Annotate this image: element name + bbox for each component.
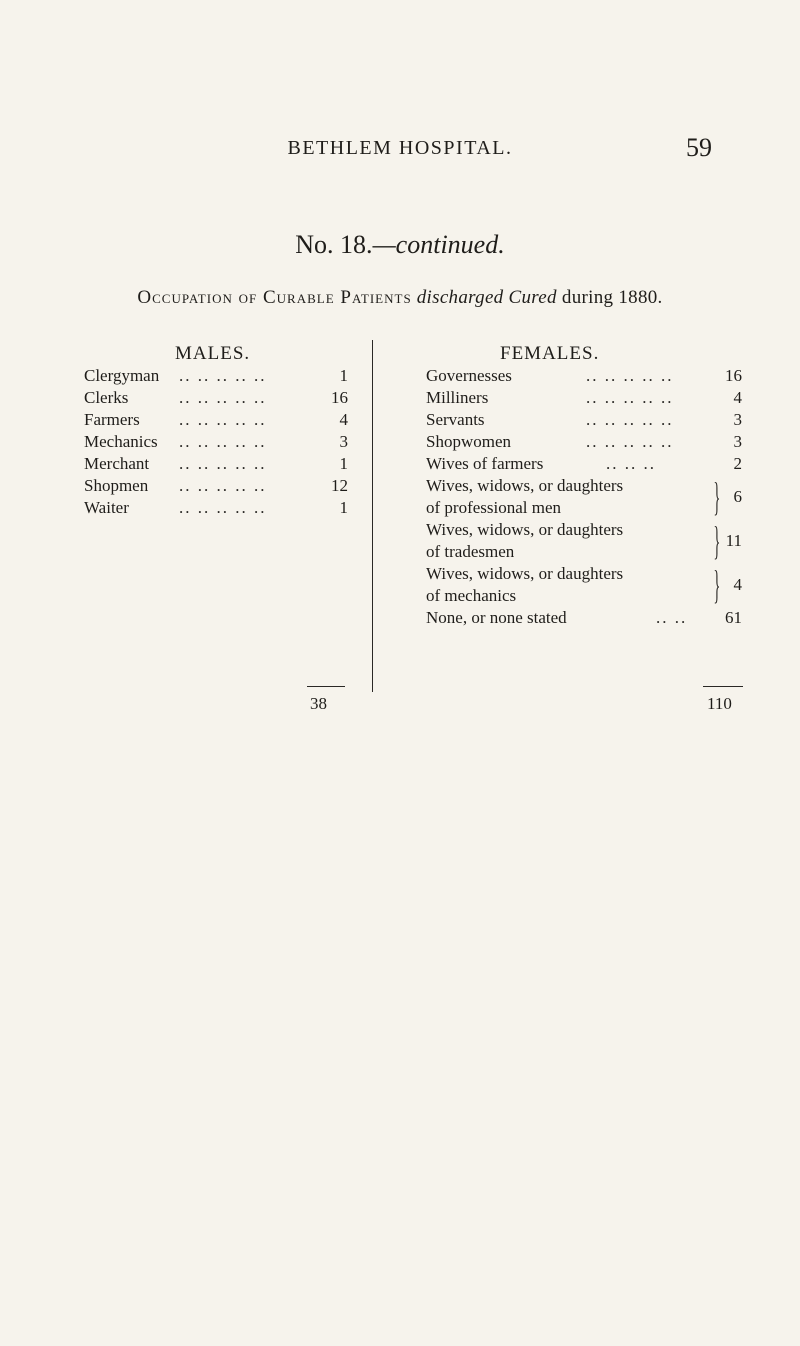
- list-item: [84, 409, 348, 431]
- count-value: 16: [725, 366, 742, 385]
- brace-icon: }: [713, 518, 720, 563]
- brace-icon: }: [713, 562, 720, 607]
- brace-icon: }: [713, 474, 720, 519]
- occupation-label-line2: of tradesmen: [426, 542, 515, 561]
- dot-leader: .. .. .. .. ..: [179, 366, 267, 385]
- males-list: [84, 365, 348, 519]
- occupation-label: Wives of farmers: [426, 454, 544, 473]
- males-total-rule: [307, 686, 345, 687]
- list-item: [426, 365, 742, 387]
- count-value: 61: [725, 608, 742, 627]
- dot-leader: .. .. .. .. ..: [586, 410, 674, 429]
- dot-leader: .. .. .. .. ..: [586, 366, 674, 385]
- females-heading: FEMALES.: [500, 343, 600, 364]
- list-item: [426, 607, 742, 629]
- list-item: [426, 453, 742, 475]
- count-value: 3: [733, 432, 742, 451]
- caption-italic: discharged Cured: [416, 287, 557, 308]
- males-heading: MALES.: [175, 343, 251, 364]
- caption-main: Occupation of Curable Patients: [137, 287, 412, 308]
- count-value: 4: [339, 410, 348, 429]
- count-value: 1: [339, 498, 348, 517]
- count-value: 4: [733, 388, 742, 407]
- list-item: [84, 497, 348, 519]
- column-divider: [372, 340, 373, 692]
- count-value: 3: [733, 410, 742, 429]
- count-value: 1: [339, 454, 348, 473]
- occupation-label-line1: Wives, widows, or daughters: [426, 520, 624, 539]
- list-item: [426, 563, 742, 607]
- dot-leader: .. .. .. .. ..: [586, 432, 674, 451]
- occupation-label: Clergyman: [84, 366, 160, 385]
- page-number: 59: [686, 133, 712, 162]
- dot-leader: .. .. .. .. ..: [179, 410, 267, 429]
- count-value: 12: [331, 476, 348, 495]
- table-number: [0, 230, 800, 260]
- occupation-label: Milliners: [426, 388, 489, 407]
- occupation-label: Servants: [426, 410, 485, 429]
- table-caption: [0, 287, 800, 309]
- running-head: [0, 133, 800, 163]
- running-title: BETHLEM HOSPITAL.: [287, 137, 513, 159]
- males-total: 38: [310, 694, 327, 713]
- occupation-label: Shopmen: [84, 476, 149, 495]
- count-value: 4: [733, 575, 742, 594]
- caption-tail: during 1880.: [561, 287, 663, 308]
- list-item: [84, 475, 348, 497]
- list-item: [426, 387, 742, 409]
- occupation-label: Governesses: [426, 366, 512, 385]
- occupation-label-line2: of mechanics: [426, 586, 517, 605]
- dot-leader: .. ..: [656, 608, 688, 627]
- table-number-label: No. 18.: [295, 230, 373, 259]
- dot-leader: .. .. .. .. ..: [179, 476, 267, 495]
- table-continued: —continued.: [372, 230, 505, 259]
- occupation-label-line2: of professional men: [426, 498, 562, 517]
- list-item: [426, 409, 742, 431]
- dot-leader: .. .. .. .. ..: [179, 498, 267, 517]
- occupation-label: Clerks: [84, 388, 129, 407]
- list-item: [84, 431, 348, 453]
- list-item: [426, 431, 742, 453]
- count-value: 3: [339, 432, 348, 451]
- count-value: 6: [733, 487, 742, 506]
- dot-leader: .. .. .. .. ..: [179, 432, 267, 451]
- occupation-label: Mechanics: [84, 432, 158, 451]
- females-total-rule: [703, 686, 743, 687]
- count-value: 2: [733, 454, 742, 473]
- list-item: [84, 453, 348, 475]
- females-list: [426, 365, 742, 629]
- occupation-label-line1: Wives, widows, or daughters: [426, 476, 624, 495]
- occupation-label: Shopwomen: [426, 432, 511, 451]
- list-item: [426, 475, 742, 519]
- count-value: 1: [339, 366, 348, 385]
- occupation-label: None, or none stated: [426, 608, 567, 627]
- dot-leader: .. .. ..: [606, 454, 656, 473]
- occupation-label-line1: Wives, widows, or daughters: [426, 564, 624, 583]
- dot-leader: .. .. .. .. ..: [179, 388, 267, 407]
- dot-leader: .. .. .. .. ..: [179, 454, 267, 473]
- occupation-label: Merchant: [84, 454, 150, 473]
- list-item: [84, 387, 348, 409]
- count-value: 16: [331, 388, 348, 407]
- list-item: [426, 519, 742, 563]
- count-value: 11: [725, 531, 742, 550]
- list-item: [84, 365, 348, 387]
- occupation-label: Waiter: [84, 498, 129, 517]
- females-total: 110: [707, 694, 732, 713]
- dot-leader: .. .. .. .. ..: [586, 388, 674, 407]
- occupation-label: Farmers: [84, 410, 140, 429]
